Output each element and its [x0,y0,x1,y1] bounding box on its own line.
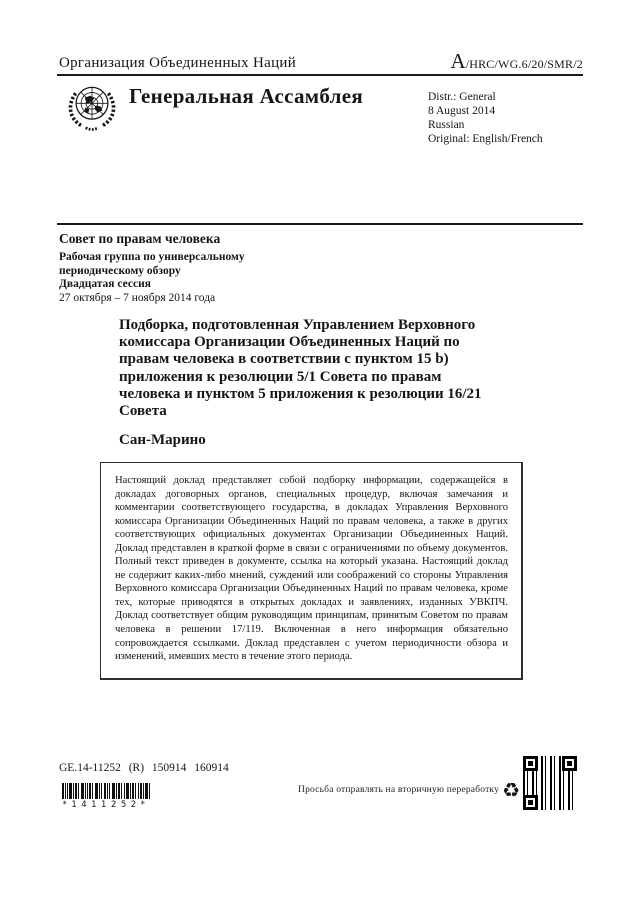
title-line: приложения к резолюции 5/1 Совета по правам [119,368,442,385]
document-symbol-rest: /HRC/WG.6/20/SMR/2 [465,57,583,71]
section-divider [57,223,583,225]
meta-distr: Distr.: General [428,91,496,103]
council-name: Совет по правам человека [59,231,221,246]
summary-text: Настоящий доклад представляет собой подборку информации, содержащейся в докладах договорных органов, специальных процедур, включая замечания и комментарии соответствующего государства, в докладах Управления Верховного комиссара Организации Объединенных Наций по правам человека, а также в других соответствующих официальных документах Организации Объединенных Наций. Доклад представлен в краткой форме в связи с ограничениями по объему документов. Полный текст приведен в документе, ссылка на который указана. Настоящий доклад не содержит каких-либо мнений, суждений или соображений со стороны Управления Верховного комиссара Организации Объединенных Наций по правам человека, кроме тех, которые приводятся в открытых докладах и заявлениях, изданных УВКПЧ. Доклад соответствует общим руководящим принципам, принятым Советом по правам человека в решении 17/119. Включенная в него информация обязательно сопровождается ссылками. Доклад представлен с учетом периодичности обзора и изменений, имевших место в течение этого периода. [115,475,508,663]
session-block [59,231,245,305]
document-symbol-initial: A [450,49,466,73]
title-line: Совета [119,403,167,420]
session-number: Двадцатая сессия [59,278,151,290]
title-line: комиссара Организации Объединенных Наций по [119,334,460,351]
document-meta [428,90,543,146]
recycle-line [280,780,520,800]
document-title [119,317,569,420]
header-divider [57,74,583,76]
session-dates: 27 октября – 7 ноября 2014 года [59,291,216,304]
ge-number: GE.14-11252 (R) 150914 160914 [59,762,229,774]
assembly-title: Генеральная Ассамблея [129,84,364,108]
meta-original: Original: English/French [428,133,543,145]
working-group-line2: периодическому обзору [59,264,181,277]
meta-date: 8 August 2014 [428,105,496,117]
title-line: человека и пунктом 5 приложения к резолюции 16/21 [119,385,482,402]
title-line: правам человека в соответствии с пунктом 15 b) [119,351,449,368]
document-symbol [451,49,583,74]
qr-code [521,754,579,812]
qr-finder-top-right [562,756,577,771]
country-name: Сан-Марино [119,432,206,448]
un-emblem-icon [63,80,121,137]
meta-language: Russian [428,119,465,131]
barcode-text: *1411252* [62,800,150,810]
title-line: Подборка, подготовленная Управлением Верховного [119,317,476,333]
summary-box [100,462,523,680]
recycle-note: Просьба отправлять на вторичную переработку [298,785,500,795]
org-name: Организация Объединенных Наций [59,55,297,71]
recycle-icon: ♻ [502,778,520,802]
working-group-line1: Рабочая группа по универсальному [59,251,245,263]
qr-finder-top-left [523,756,538,771]
qr-finder-bottom-left [523,795,538,810]
